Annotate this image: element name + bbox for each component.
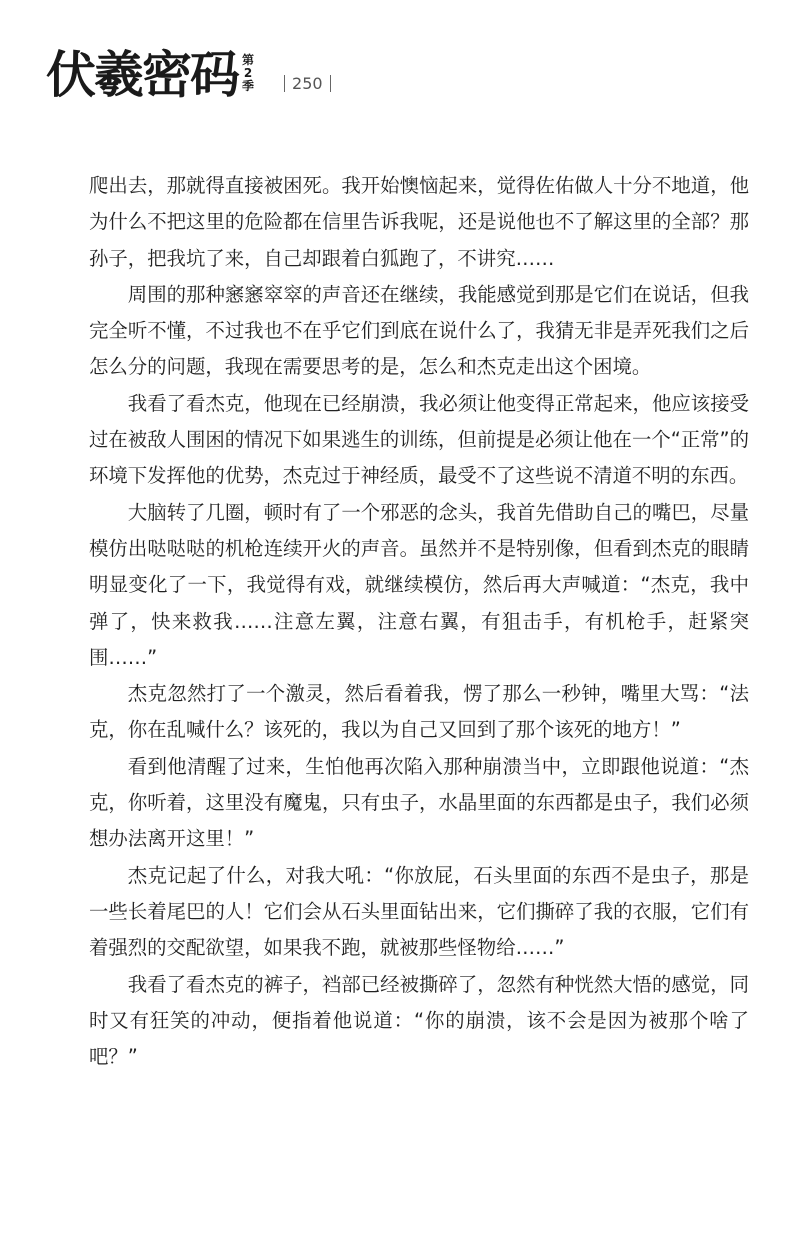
paragraph: 看到他清醒了过来，生怕他再次陷入那种崩溃当中，立即跟他说道：“杰克，你听着，这里没有魔鬼，只有虫子，水晶里面的东西都是虫子，我们必须想办法离开这里！” (89, 754, 749, 851)
running-header (46, 44, 331, 114)
paragraph: 大脑转了几圈，顿时有了一个邪恶的念头，我首先借助自己的嘴巴，尽量模仿出哒哒哒的机枪连续开火的声音。虽然并不是特别像，但看到杰克的眼睛明显变化了一下，我觉得有戏，就继续模仿，然后再大声喊道：“杰克，我中弹了，快来救我……注意左翼，注意右翼，有狙击手，有机枪手，赶紧突围……” (89, 500, 749, 669)
paragraph: 我看了看杰克，他现在已经崩溃，我必须让他变得正常起来，他应该接受过在被敌人围困的情况下如果逃生的训练，但前提是必须让他在一个“正常”的环境下发挥他的优势，杰克过于神经质，最受不了这些说不清道不明的东西。 (89, 391, 749, 488)
page-number (284, 74, 331, 94)
season-mark-number: 2 (243, 66, 253, 80)
page-number-divider (284, 75, 285, 92)
page-number-divider (330, 75, 331, 92)
paragraph: 周围的那种窸窸窣窣的声音还在继续，我能感觉到那是它们在说话，但我完全听不懂，不过我也不在乎它们到底在说什么了，我猜无非是弄死我们之后怎么分的问题，我现在需要思考的是，怎么和杰克走出这个困境。 (89, 282, 749, 379)
page-number-value: 250 (292, 74, 323, 93)
body-text (89, 168, 749, 1075)
season-mark-char: 季 (242, 79, 255, 93)
paragraph: 杰克记起了什么，对我大吼：“你放屁，石头里面的东西不是虫子，那是一些长着尾巴的人！它们会从石头里面钻出来，它们撕碎了我的衣服，它们有着强烈的交配欲望，如果我不跑，就被那些怪物给……” (89, 863, 749, 960)
season-mark-char: 第 (242, 53, 255, 67)
paragraph: 爬出去，那就得直接被困死。我开始懊恼起来，觉得佐佑做人十分不地道，他为什么不把这里的危险都在信里告诉我呢，还是说他也不了解这里的全部？那孙子，把我坑了来，自己却跟着白狐跑了，不讲究…… (89, 174, 749, 270)
paragraph: 杰克忽然打了一个激灵，然后看着我，愣了那么一秒钟，嘴里大骂：“法克，你在乱喊什么？该死的，我以为自己又回到了那个该死的地方！” (89, 682, 749, 742)
paragraph: 我看了看杰克的裤子，裆部已经被撕碎了，忽然有种恍然大悟的感觉，同时又有狂笑的冲动，便指着他说道：“你的崩溃，该不会是因为被那个啥了吧？” (89, 972, 749, 1069)
book-title: 伏羲密码 (46, 45, 238, 104)
season-mark (242, 54, 254, 93)
